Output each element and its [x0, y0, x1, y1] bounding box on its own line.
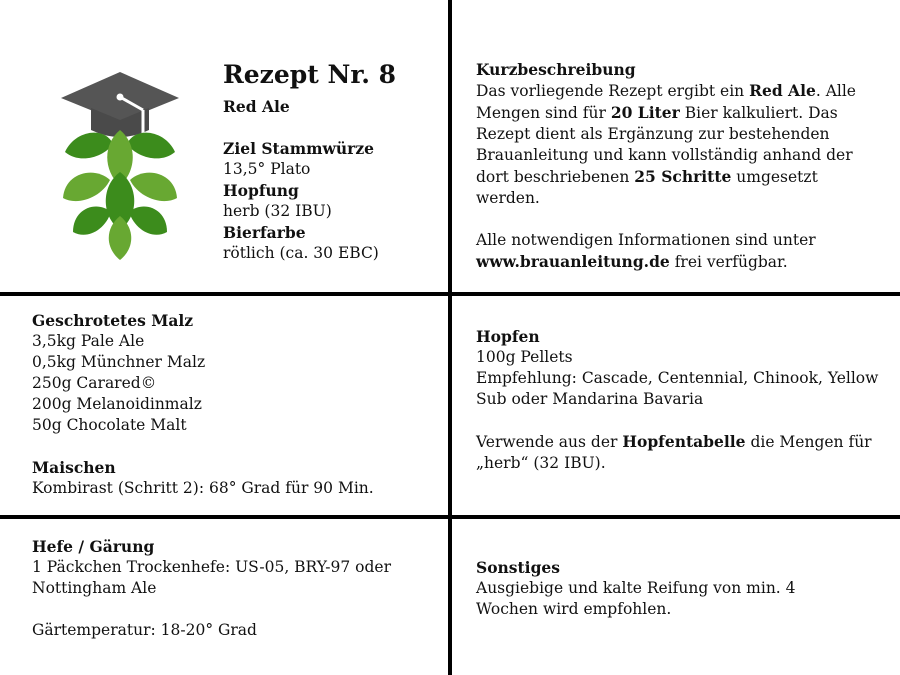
misc-heading: Sonstiges	[476, 558, 561, 577]
recipe-title: Rezept Nr. 8	[223, 60, 397, 89]
summary-link-text: Alle notwendigen Informationen sind unter www.brauanleitung.de frei verfügbar.	[476, 231, 816, 271]
summary-text: Das vorliegende Rezept ergibt ein Red Ale. Alle Mengen sind für 20 Liter Bier kalkuliert. Das Rezept dient als Ergänzung zur bestehenden Brauanleitung und kann vollständig anhand der dort beschriebenen 25 Schritte umgesetzt werden.	[476, 81, 856, 207]
beer-style: Red Ale	[223, 97, 290, 116]
horizontal-divider-top	[0, 292, 900, 296]
hops-heading: Hopfen	[476, 327, 540, 346]
malt-item: 3,5kg Pale Ale	[32, 332, 145, 350]
horizontal-divider-bottom	[0, 515, 900, 519]
malt-item: 0,5kg Münchner Malz	[32, 353, 206, 371]
hops-label: Hopfung	[223, 181, 299, 200]
malt-item: 50g Chocolate Malt	[32, 416, 187, 434]
summary-heading: Kurzbeschreibung	[476, 60, 636, 79]
gravity-label: Ziel Stammwürze	[223, 139, 374, 158]
fermentation-temperature: Gärtemperatur: 18-20° Grad	[32, 621, 257, 639]
hops-value: herb (32 IBU)	[223, 202, 332, 220]
recipe-header	[223, 60, 438, 264]
color-value: rötlich (ca. 30 EBC)	[223, 244, 379, 262]
hops-section	[476, 326, 881, 474]
malt-item: 200g Melanoidinmalz	[32, 395, 202, 413]
misc-section	[476, 557, 856, 620]
yeast-section	[32, 536, 432, 641]
mash-text: Kombirast (Schritt 2): 68° Grad für 90 Min.	[32, 479, 374, 497]
malt-item: 250g Carared©	[32, 374, 157, 392]
malt-heading: Geschrotetes Malz	[32, 311, 194, 330]
misc-text: Ausgiebige und kalte Reifung von min. 4 Wochen wird empfohlen.	[476, 579, 796, 618]
hops-recommendation: Empfehlung: Cascade, Centennial, Chinook, Yellow Sub oder Mandarina Bavaria	[476, 369, 879, 408]
website-link[interactable]: www.brauanleitung.de	[476, 252, 670, 271]
hop-graduate-logo-icon	[55, 68, 185, 263]
mash-heading: Maischen	[32, 458, 116, 477]
hops-table-note: Verwende aus der Hopfentabelle die Mengen für „herb“ (32 IBU).	[476, 432, 872, 472]
malt-section	[32, 310, 437, 499]
hops-amount: 100g Pellets	[476, 348, 573, 366]
summary-section	[476, 59, 868, 273]
yeast-heading: Hefe / Gärung	[32, 537, 155, 556]
vertical-divider	[448, 0, 452, 675]
color-label: Bierfarbe	[223, 223, 306, 242]
yeast-text: 1 Päckchen Trockenhefe: US-05, BRY-97 oder Nottingham Ale	[32, 558, 392, 597]
gravity-value: 13,5° Plato	[223, 160, 311, 178]
